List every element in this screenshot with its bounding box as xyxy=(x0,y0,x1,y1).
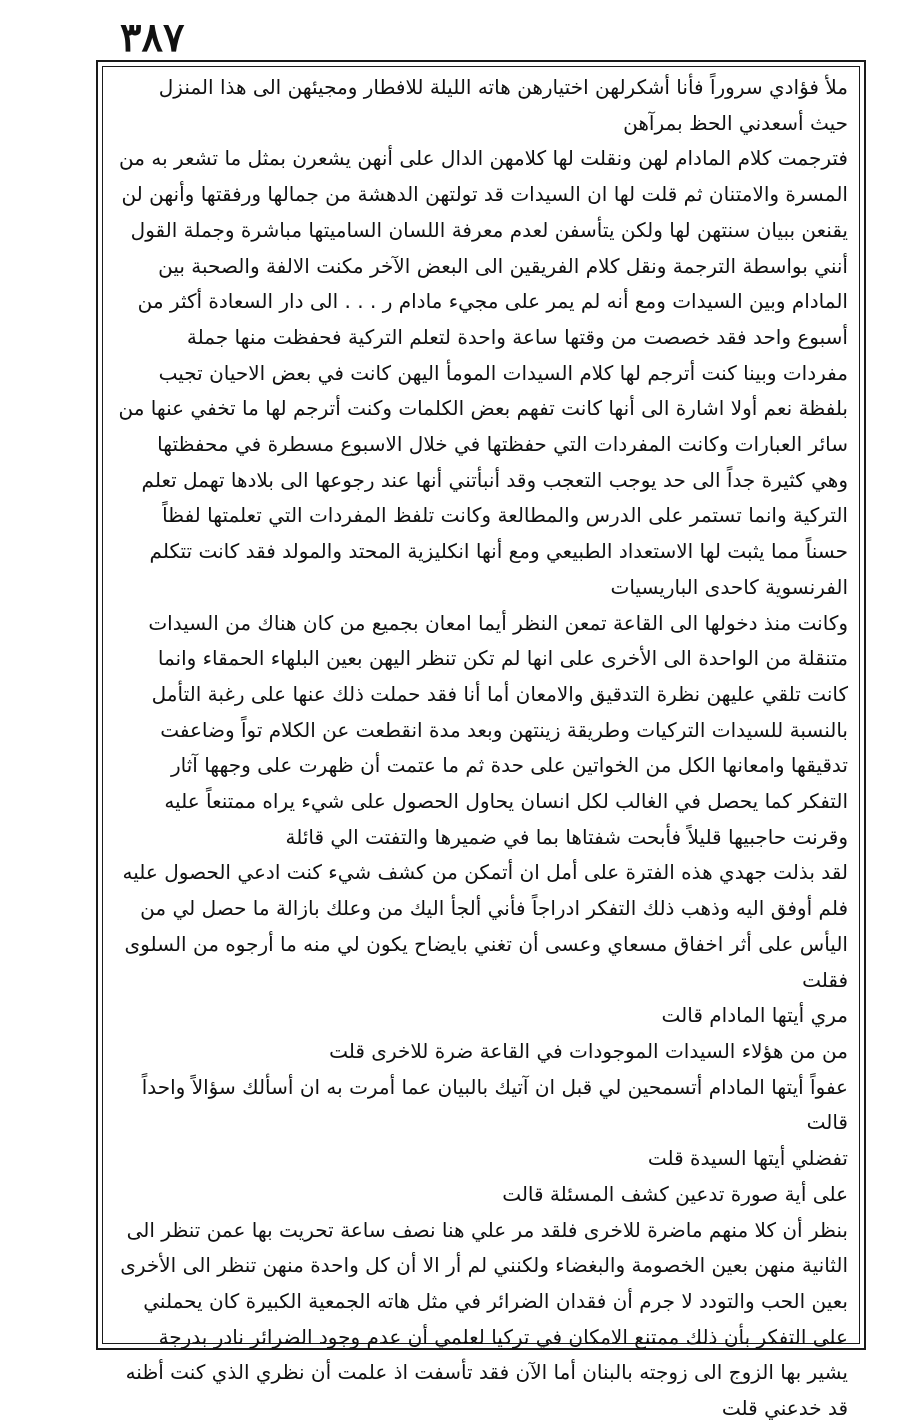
paragraph: ملأ فؤادي سروراً فأنا أشكرلهن اختيارهن هاته الليلة للافطار ومجيئهن الى هذا المنزل حيث أسعدني الحظ بمرآهن xyxy=(158,75,848,135)
page-number: ٣٨٧ xyxy=(120,14,185,61)
body-text xyxy=(118,70,848,1427)
paragraph: عفواً أيتها المادام أتسمحين لي قبل ان آتيك بالبيان عما أمرت به ان أسألك سؤالاً واحداً قالت xyxy=(141,1074,848,1135)
paragraph: وكانت منذ دخولها الى القاعة تمعن النظر أيما امعان بجميع من كان هناك من السيدات متنقلة من الواحدة الى الأخرى على انها لم تكن تنظر اليهن بعين البلهاء الحمقاء وانما كانت تلقي عليهن نظرة التدقيق والامعان أما أنا فقد حملت ذلك عنها على رغبة التأمل بالنسبة للسيدات التركيات وطريقة زينتهن وبعد مدة انقطعت عن الكلام تواً وضاعفت تدقيقها وامعانها الكل من الخواتين على حدة ثم ما عتمت أن ظهرت على وجهها آثار التفكر كما يحصل في الغالب لكل انسان يحاول الحصول على شيء يراه ممتنعاً عليه وقرنت حاجبيها قليلاً فأبحت شفتاها بما في ضميرها والتفتت الي قائلة xyxy=(148,610,848,849)
paragraph: بنظر أن كلا منهم ماضرة للاخرى فلقد مر علي هنا نصف ساعة تحريت بها عمن تنظر الى الثانية منهن بعين الخصومة والبغضاء ولكنني لم أر الا أن كل واحدة منهن تنظر الى الأخرى بعين الحب والتودد لا جرم أن فقدان الضرائر في مثل هاته الجمعية الكبيرة كان يحملني على التفكر بأن ذلك ممتنع الامكان في تركيا لعلمي أن عدم وجود الضرائر نادر بدرجة يشير بها الزوج الى زوجته بالبنان أما الآن فقد تأسفت اذ علمت أن نظري الذي كنت أظنه قد خدعني قلت xyxy=(120,1217,848,1421)
paragraph: من من هؤلاء السيدات الموجودات في القاعة ضرة للاخرى قلت xyxy=(329,1038,848,1063)
paragraph: مري أيتها المادام قالت xyxy=(661,1003,848,1028)
paragraph: على أية صورة تدعين كشف المسئلة قالت xyxy=(502,1181,848,1206)
paragraph: لقد بذلت جهدي هذه الفترة على أمل ان أتمكن من كشف شيء كنت ادعي الحصول عليه فلم أوفق اليه وذهب ذلك التفكر ادراجاً فأني ألجأ اليك من وعلك بازالة ما حصل لي من اليأس على أثر اخفاق مسعاي وعسى أن تغني بايضاح يكون لي منه ما أرجوه من السلوى فقلت xyxy=(122,860,848,992)
paragraph: فترجمت كلام المادام لهن ونقلت لها كلامهن الدال على أنهن يشعرن بمثل ما تشعر به من المسرة والامتنان ثم قلت لها ان السيدات قد تولتهن الدهشة من جمالها ورفقتها وأنهن لن يقنعن ببيان سنتهن لها ولكن يتأسفن لعدم معرفة اللسان الساميتها مباشرة وجملة القول أنني بواسطة الترجمة ونقل كلام الفريقين الى البعض الآخر مكنت الالفة والصحبة بين المادام وبين السيدات ومع أنه لم يمر على مجيء مادام ر . . . الى دار السعادة أكثر من أسبوع واحد فقد خصصت من وقتها ساعة واحدة لتعلم التركية فحفظت منها جملة مفردات وبينا كنت أترجم لها كلام السيدات المومأ اليهن كانت في بعض الاحيان تجيب بلفظة نعم أولا اشارة الى أنها كانت تفهم بعض الكلمات وكنت أترجم لها ما تخفي عنها من سائر العبارات وكانت المفردات التي حفظتها في خلال الاسبوع مسطرة في محفظتها وهي كثيرة جداً الى حد يوجب التعجب وقد أنبأتني أنها عند رجوعها الى بلادها تهمل تعلم التركية وانما تستمر على الدرس والمطالعة وكانت تلفظ المفردات التي تعلمتها لفظاً حسناً مما يثبت لها الاستعداد الطبيعي ومع أنها انكليزية المحتد والمولد فقد كانت تتكلم الفرنسوية كاحدى الباريسيات xyxy=(118,146,848,599)
paragraph: تفضلي أيتها السيدة قلت xyxy=(647,1146,848,1171)
